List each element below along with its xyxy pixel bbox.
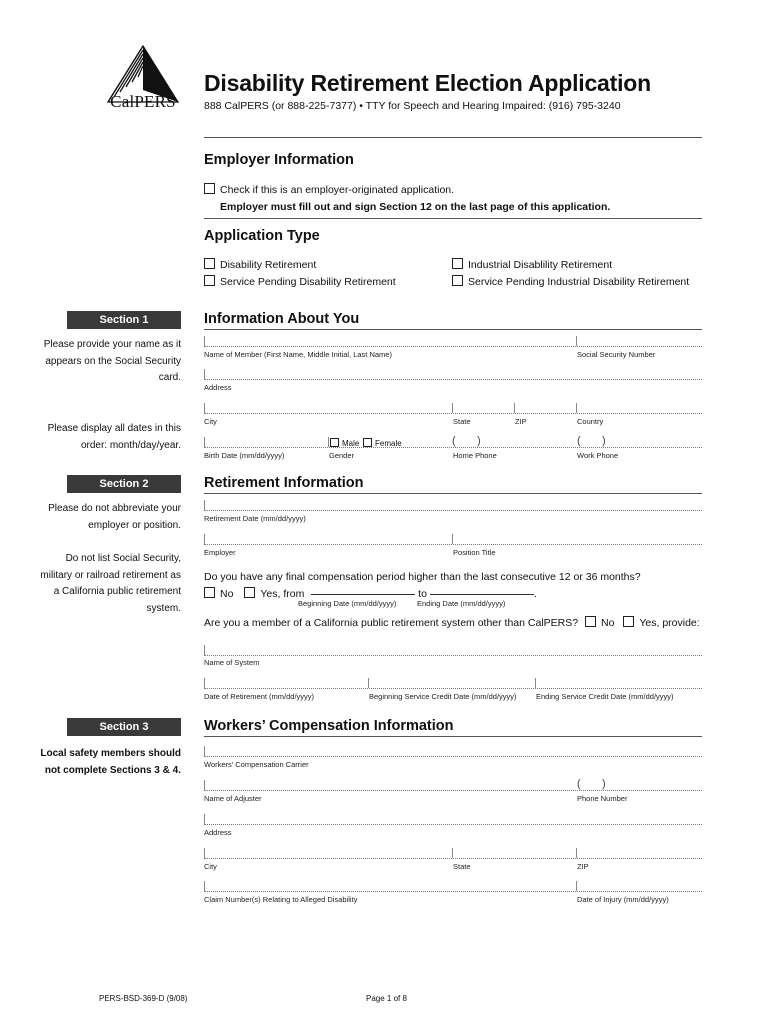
field-tick: [368, 678, 369, 688]
question-other-system: Are you a member of a California public retirement system other than CalPERS? No Yes, provide:: [204, 617, 700, 629]
name-field[interactable]: [204, 346, 702, 347]
checkbox[interactable]: [452, 275, 463, 286]
form-id: PERS-BSD-369-D (9/08): [99, 994, 188, 1003]
adjuster-label: Name of Adjuster: [204, 794, 262, 803]
male-checkbox[interactable]: [330, 438, 339, 447]
country-label: Country: [577, 417, 604, 426]
q1-end-label: Ending Date (mm/dd/yyyy): [417, 599, 506, 608]
field-tick: [204, 403, 205, 413]
q1-yes-checkbox[interactable]: [244, 587, 255, 598]
section-3-bar: Section 3: [67, 718, 181, 736]
zip-label: ZIP: [515, 417, 527, 426]
final-compensation-answer: No Yes, from to .: [204, 587, 537, 600]
field-tick: [204, 500, 205, 510]
field-tick: [535, 678, 536, 688]
section-2-note-systems: Do not list Social Security, military or railroad retirement as a California public retirement system.: [40, 553, 181, 614]
divider: [204, 736, 702, 737]
contact-line: 888 CalPERS (or 888-225-7377) • TTY for Speech and Hearing Impaired: (916) 795-3240: [204, 100, 621, 112]
page-title: Disability Retirement Election Application: [204, 70, 651, 96]
carrier-state-label: State: [453, 862, 471, 871]
address-label: Address: [204, 383, 232, 392]
city-label: City: [204, 417, 217, 426]
system-name-label: Name of System: [204, 658, 260, 667]
section-2-heading: Retirement Information: [204, 475, 364, 491]
employer-originated-option[interactable]: Check if this is an employer-originated application.: [204, 183, 454, 196]
city-field[interactable]: [204, 413, 702, 414]
field-tick: [204, 814, 205, 824]
divider: [204, 493, 702, 494]
q1-begin-date-field[interactable]: [311, 594, 415, 595]
divider: [204, 137, 702, 138]
position-label: Position Title: [453, 548, 496, 557]
birth-date-field[interactable]: [204, 447, 702, 448]
carrier-city-label: City: [204, 862, 217, 871]
end-credit-label: Ending Service Credit Date (mm/dd/yyyy): [536, 692, 674, 701]
address-field[interactable]: [204, 379, 702, 380]
date-of-retirement-label: Date of Retirement (mm/dd/yyyy): [204, 692, 315, 701]
divider: [204, 218, 702, 219]
adjuster-field[interactable]: [204, 790, 702, 791]
carrier-field[interactable]: [204, 756, 702, 757]
gender-label: Gender: [329, 451, 355, 460]
section-1-note-dates: Please display all dates in this order: month/day/year.: [47, 423, 181, 451]
question-final-compensation: Do you have any final compensation period higher than the last consecutive 12 or 36 months?: [204, 571, 641, 583]
q1-end-date-field[interactable]: [430, 594, 534, 595]
field-tick: [204, 678, 205, 688]
q2-yes-checkbox[interactable]: [623, 616, 634, 627]
female-checkbox[interactable]: [363, 438, 372, 447]
option-disability-retirement[interactable]: Disability Retirement: [204, 258, 316, 271]
option-service-pending-industrial[interactable]: Service Pending Industrial Disability Retirement: [452, 275, 689, 288]
field-tick: [452, 403, 453, 413]
field-tick: [204, 746, 205, 756]
carrier-zip-label: ZIP: [577, 862, 589, 871]
logo-wordmark: CalPERS: [110, 92, 176, 111]
option-service-pending-disability[interactable]: Service Pending Disability Retirement: [204, 275, 396, 288]
checkbox[interactable]: [204, 275, 215, 286]
work-phone-label: Work Phone: [577, 451, 619, 460]
home-phone-area-code[interactable]: ( ): [452, 435, 481, 447]
employer-label: Employer: [204, 548, 236, 557]
section-1-bar: Section 1: [67, 311, 181, 329]
begin-credit-label: Beginning Service Credit Date (mm/dd/yyyy): [369, 692, 517, 701]
field-tick: [452, 848, 453, 858]
home-phone-label: Home Phone: [453, 451, 497, 460]
retirement-date-field[interactable]: [204, 510, 702, 511]
section-3-note: Local safety members should not complete Sections 3 & 4.: [40, 748, 181, 776]
application-type-heading: Application Type: [204, 228, 320, 244]
q1-no-checkbox[interactable]: [204, 587, 215, 598]
field-tick: [204, 437, 205, 447]
checkbox[interactable]: [452, 258, 463, 269]
adjuster-phone-label: Phone Number: [577, 794, 628, 803]
field-tick: [204, 780, 205, 790]
section-3-heading: Workers’ Compensation Information: [204, 718, 454, 734]
field-tick: [204, 645, 205, 655]
q1-begin-label: Beginning Date (mm/dd/yyyy): [298, 599, 397, 608]
carrier-address-label: Address: [204, 828, 232, 837]
section-1-note-name: Please provide your name as it appears on the Social Security card.: [43, 339, 181, 383]
employer-field[interactable]: [204, 544, 702, 545]
employer-originated-checkbox[interactable]: [204, 183, 215, 194]
claim-number-label: Claim Number(s) Relating to Alleged Disability: [204, 895, 358, 904]
page-number: Page 1 of 8: [366, 994, 407, 1003]
employer-heading: Employer Information: [204, 152, 354, 168]
field-tick: [204, 369, 205, 379]
q2-no-checkbox[interactable]: [585, 616, 596, 627]
field-tick: [204, 881, 205, 891]
field-tick: [576, 881, 577, 891]
state-label: State: [453, 417, 471, 426]
employer-note: Employer must fill out and sign Section 12 on the last page of this application.: [220, 201, 611, 213]
claim-number-field[interactable]: [204, 891, 702, 892]
gender-female-option[interactable]: Female: [363, 438, 402, 448]
section-1-heading: Information About You: [204, 311, 360, 327]
carrier-city-field[interactable]: [204, 858, 702, 859]
field-tick: [514, 403, 515, 413]
system-name-field[interactable]: [204, 655, 702, 656]
field-tick: [204, 534, 205, 544]
divider: [204, 329, 702, 330]
birth-date-label: Birth Date (mm/dd/yyyy): [204, 451, 285, 460]
field-tick: [576, 403, 577, 413]
field-tick: [204, 848, 205, 858]
adjuster-phone-area-code[interactable]: ( ): [577, 778, 606, 790]
gender-male-option[interactable]: Male: [330, 438, 359, 448]
injury-date-label: Date of Injury (mm/dd/yyyy): [577, 895, 669, 904]
option-industrial-disability[interactable]: Industrial Disablility Retirement: [452, 258, 612, 271]
field-tick: [328, 437, 329, 447]
carrier-label: Workers’ Compensation Carrier: [204, 760, 309, 769]
field-tick: [576, 336, 577, 346]
ssn-label: Social Security Number: [577, 350, 656, 359]
field-tick: [452, 534, 453, 544]
field-tick: [576, 848, 577, 858]
work-phone-area-code[interactable]: ( ): [577, 435, 606, 447]
checkbox[interactable]: [204, 258, 215, 269]
retirement-date-label: Retirement Date (mm/dd/yyyy): [204, 514, 306, 523]
section-2-note-abbreviate: Please do not abbreviate your employer or position.: [48, 503, 181, 531]
carrier-address-field[interactable]: [204, 824, 702, 825]
section-2-bar: Section 2: [67, 475, 181, 493]
system-dates-field[interactable]: [204, 688, 702, 689]
field-tick: [204, 336, 205, 346]
name-label: Name of Member (First Name, Middle Initial, Last Name): [204, 350, 392, 359]
